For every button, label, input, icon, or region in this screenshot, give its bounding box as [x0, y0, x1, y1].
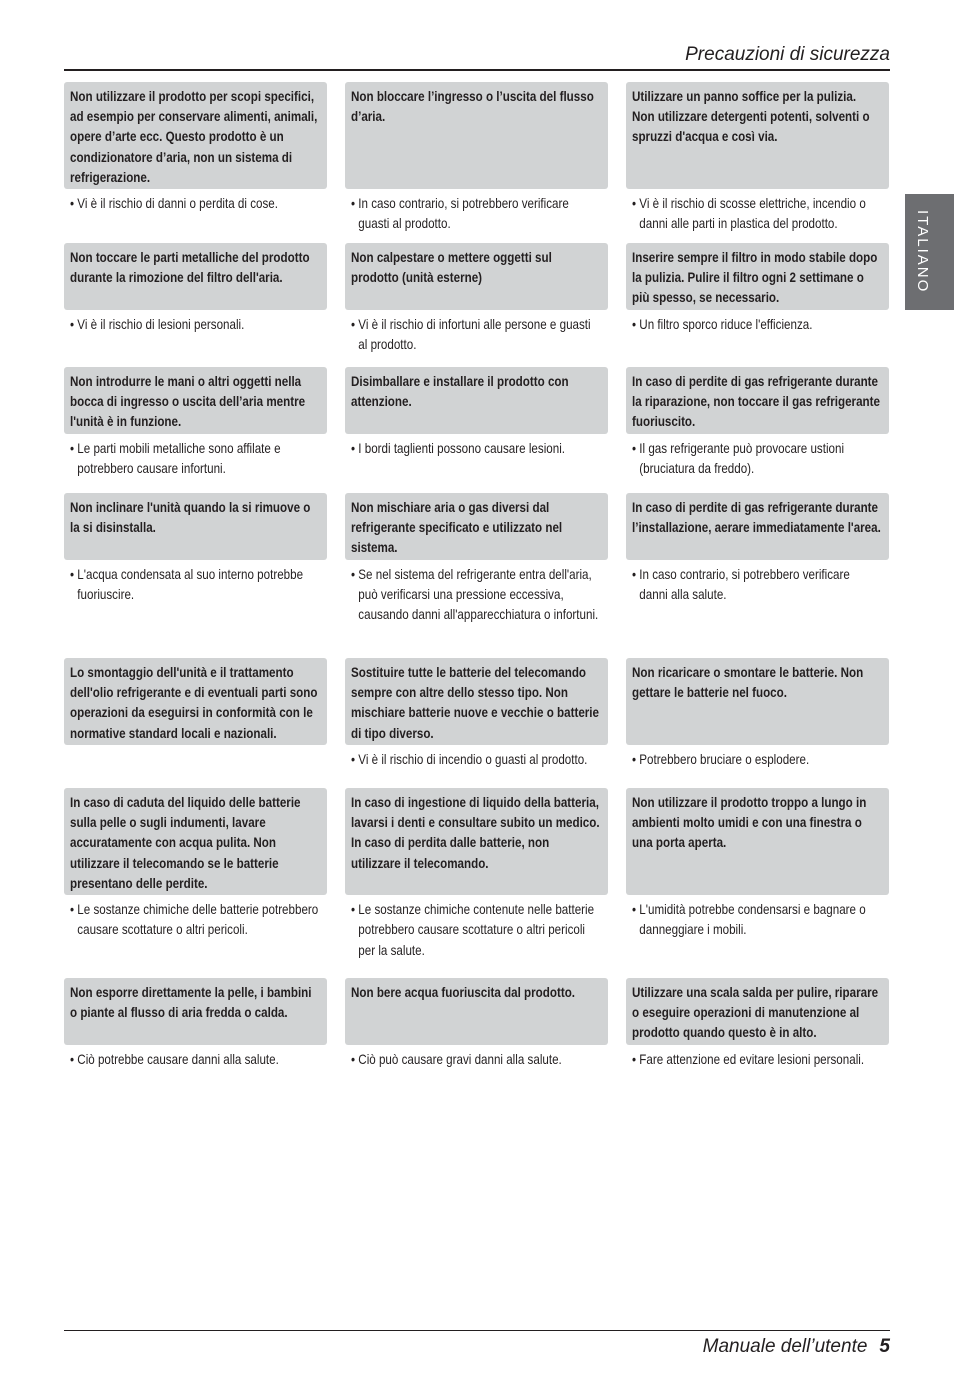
footer [703, 1336, 890, 1358]
precaution-note [64, 895, 327, 960]
precaution-note-text: • Ciò può causare gravi danni alla salute. [351, 1049, 600, 1069]
precaution-box [64, 493, 327, 560]
precaution-row [64, 82, 889, 234]
precaution-box [345, 493, 608, 560]
precaution-note-text: • Le parti mobili metalliche sono affilate e potrebbero causare infortuni. [70, 438, 319, 479]
precaution-row [64, 367, 889, 478]
precaution-note-text: • I bordi taglienti possono causare lesioni. [351, 438, 600, 458]
precaution-note [345, 745, 608, 769]
precaution-text: Sostituire tutte le batterie del telecomando sempre con altre dello stesso tipo. Non mischiare batterie nuove e vecchie o batterie di tipo diverso. [351, 664, 600, 741]
precaution-box [64, 658, 327, 745]
precaution-note [626, 434, 889, 479]
precaution-note [64, 1045, 327, 1069]
precaution-box [64, 367, 327, 434]
precaution-text: Non ricaricare o smontare le batterie. Non gettare le batterie nel fuoco. [632, 664, 864, 701]
precaution-note-text: • Vi è il rischio di lesioni personali. [70, 314, 319, 334]
precaution-note-text: • Ciò potrebbe causare danni alla salute. [70, 1049, 319, 1069]
precaution-text: Utilizzare un panno soffice per la pulizia. Non utilizzare detergenti potenti, solventi o spruzzi d'acqua e così via. [632, 88, 870, 145]
precaution-note-text: • Fare attenzione ed evitare lesioni personali. [632, 1049, 881, 1069]
precaution-note [345, 1045, 608, 1069]
precaution-text: Non utilizzare il prodotto per scopi specifici, ad esempio per conservare alimenti, animali, opere d’arte ecc. Questo prodotto è un condizionatore d’aria, non un sistema di refrigerazione. [70, 88, 318, 185]
precaution-note-text: • In caso contrario, si potrebbero verificare danni alla salute. [632, 564, 881, 605]
precaution-note-text: • Potrebbero bruciare o esplodere. [632, 749, 881, 769]
precaution-box [345, 82, 608, 189]
precaution-text: In caso di perdite di gas refrigerante durante la riparazione, non toccare il gas refrigerante fuoriuscito. [632, 373, 880, 430]
precaution-note [626, 189, 889, 234]
precaution-row [64, 493, 889, 625]
precaution-box [345, 243, 608, 310]
precaution-box [626, 243, 889, 310]
precaution-text: In caso di caduta del liquido delle batterie sulla pelle o sugli indumenti, lavare accuratamente con acqua pulita. Non utilizzare il telecomando se le batterie presentano delle perdite. [70, 794, 301, 891]
page-number: 5 [879, 1336, 890, 1357]
precaution-note-text: • Vi è il rischio di incendio o guasti al prodotto. [351, 749, 600, 769]
precaution-note [626, 895, 889, 960]
precaution-text: Non esporre direttamente la pelle, i bambini o piante al flusso di aria fredda o calda. [70, 984, 312, 1021]
precaution-text: Non toccare le parti metalliche del prodotto durante la rimozione del filtro dell'aria. [70, 249, 310, 286]
precaution-note [345, 310, 608, 355]
precaution-note [345, 895, 608, 960]
precaution-row [64, 978, 889, 1069]
precaution-text: Inserire sempre il filtro in modo stabile dopo la pulizia. Pulire il filtro ogni 2 settimane o più spesso, se necessario. [632, 249, 878, 306]
header-rule [64, 69, 890, 71]
precaution-note [64, 310, 327, 355]
precaution-box [345, 658, 608, 745]
precaution-note [626, 745, 889, 769]
manual-label: Manuale dell’utente [702, 1336, 868, 1357]
precaution-note [345, 434, 608, 479]
precaution-note-text: • Se nel sistema del refrigerante entra dell'aria, può verificarsi una pressione eccessiva, causando danni all'apparecchiatura o infortuni. [351, 564, 600, 625]
precaution-box [626, 978, 889, 1045]
precaution-note [345, 560, 608, 625]
precaution-note-text: • Vi è il rischio di infortuni alle persone e guasti al prodotto. [351, 314, 600, 355]
section-title: Precauzioni di sicurezza [685, 44, 890, 65]
precaution-row [64, 658, 889, 769]
precaution-box [345, 367, 608, 434]
precaution-box [626, 367, 889, 434]
precaution-note-text: • Vi è il rischio di danni o perdita di cose. [70, 193, 319, 213]
precaution-box [626, 82, 889, 189]
language-tab [905, 194, 954, 310]
precaution-box [64, 978, 327, 1045]
precaution-text: Non calpestare o mettere oggetti sul prodotto (unità esterne) [351, 249, 552, 286]
precaution-note [64, 560, 327, 625]
precaution-note [64, 189, 327, 234]
precaution-text: In caso di ingestione di liquido della batteria, lavarsi i denti e consultare subito un medico. In caso di perdita dalle batterie, non utilizzare il telecomando. [351, 794, 600, 871]
precaution-note [626, 310, 889, 355]
precaution-text: Non utilizzare il prodotto troppo a lungo in ambienti molto umidi e con una finestra o una porta aperta. [632, 794, 867, 851]
precaution-text: Non introdurre le mani o altri oggetti nella bocca di ingresso o uscita dell’aria mentre l'unità è in funzione. [70, 373, 306, 430]
precaution-text: Utilizzare una scala salda per pulire, riparare o eseguire operazioni di manutenzione al prodotto quando questo è in alto. [632, 984, 879, 1041]
precaution-note-text: • In caso contrario, si potrebbero verificare guasti al prodotto. [351, 193, 600, 234]
precaution-note-text: • Vi è il rischio di scosse elettriche, incendio o danni alle parti in plastica del prodotto. [632, 193, 881, 234]
precaution-box [345, 788, 608, 895]
precaution-text: Non inclinare l'unità quando la si rimuove o la si disinstalla. [70, 499, 311, 536]
precaution-note [64, 434, 327, 479]
footer-rule [64, 1330, 890, 1331]
language-tab-label: ITALIANO [914, 210, 931, 294]
precaution-note-empty [64, 745, 327, 769]
precaution-box [64, 243, 327, 310]
precaution-note-text: • Le sostanze chimiche contenute nelle batterie potrebbero causare scottature o altri pericoli per la salute. [351, 899, 600, 960]
precaution-note [626, 1045, 889, 1069]
precaution-text: Lo smontaggio dell'unità e il trattamento dell'olio refrigerante e di eventuali parti sono operazioni da eseguirsi in conformità con le normative standard locali e nazionali. [70, 664, 318, 741]
precaution-note-text: • L'acqua condensata al suo interno potrebbe fuoriuscire. [70, 564, 319, 605]
precaution-text: Disimballare e installare il prodotto con attenzione. [351, 373, 569, 410]
precaution-note-text: • Il gas refrigerante può provocare ustioni (bruciatura da freddo). [632, 438, 881, 479]
precaution-row [64, 243, 889, 354]
precaution-note-text: • Le sostanze chimiche delle batterie potrebbero causare scottature o altri pericoli. [70, 899, 319, 940]
precaution-note [626, 560, 889, 625]
precaution-text: In caso di perdite di gas refrigerante durante l’installazione, aerare immediatamente l'area. [632, 499, 881, 536]
precaution-box [64, 82, 327, 189]
precaution-box [626, 788, 889, 895]
precaution-note-text: • L'umidità potrebbe condensarsi e bagnare o danneggiare i mobili. [632, 899, 881, 940]
precaution-box [626, 493, 889, 560]
precaution-text: Non bere acqua fuoriuscita dal prodotto. [351, 984, 576, 1000]
precaution-box [626, 658, 889, 745]
precaution-note [345, 189, 608, 234]
precaution-text: Non mischiare aria o gas diversi dal refrigerante specificato e utilizzato nel sistema. [351, 499, 563, 556]
precaution-box [345, 978, 608, 1045]
precaution-text: Non bloccare l’ingresso o l’uscita del flusso d’aria. [351, 88, 594, 125]
precaution-row [64, 788, 889, 960]
precaution-note-text: • Un filtro sporco riduce l'efficienza. [632, 314, 881, 334]
precaution-box [64, 788, 327, 895]
